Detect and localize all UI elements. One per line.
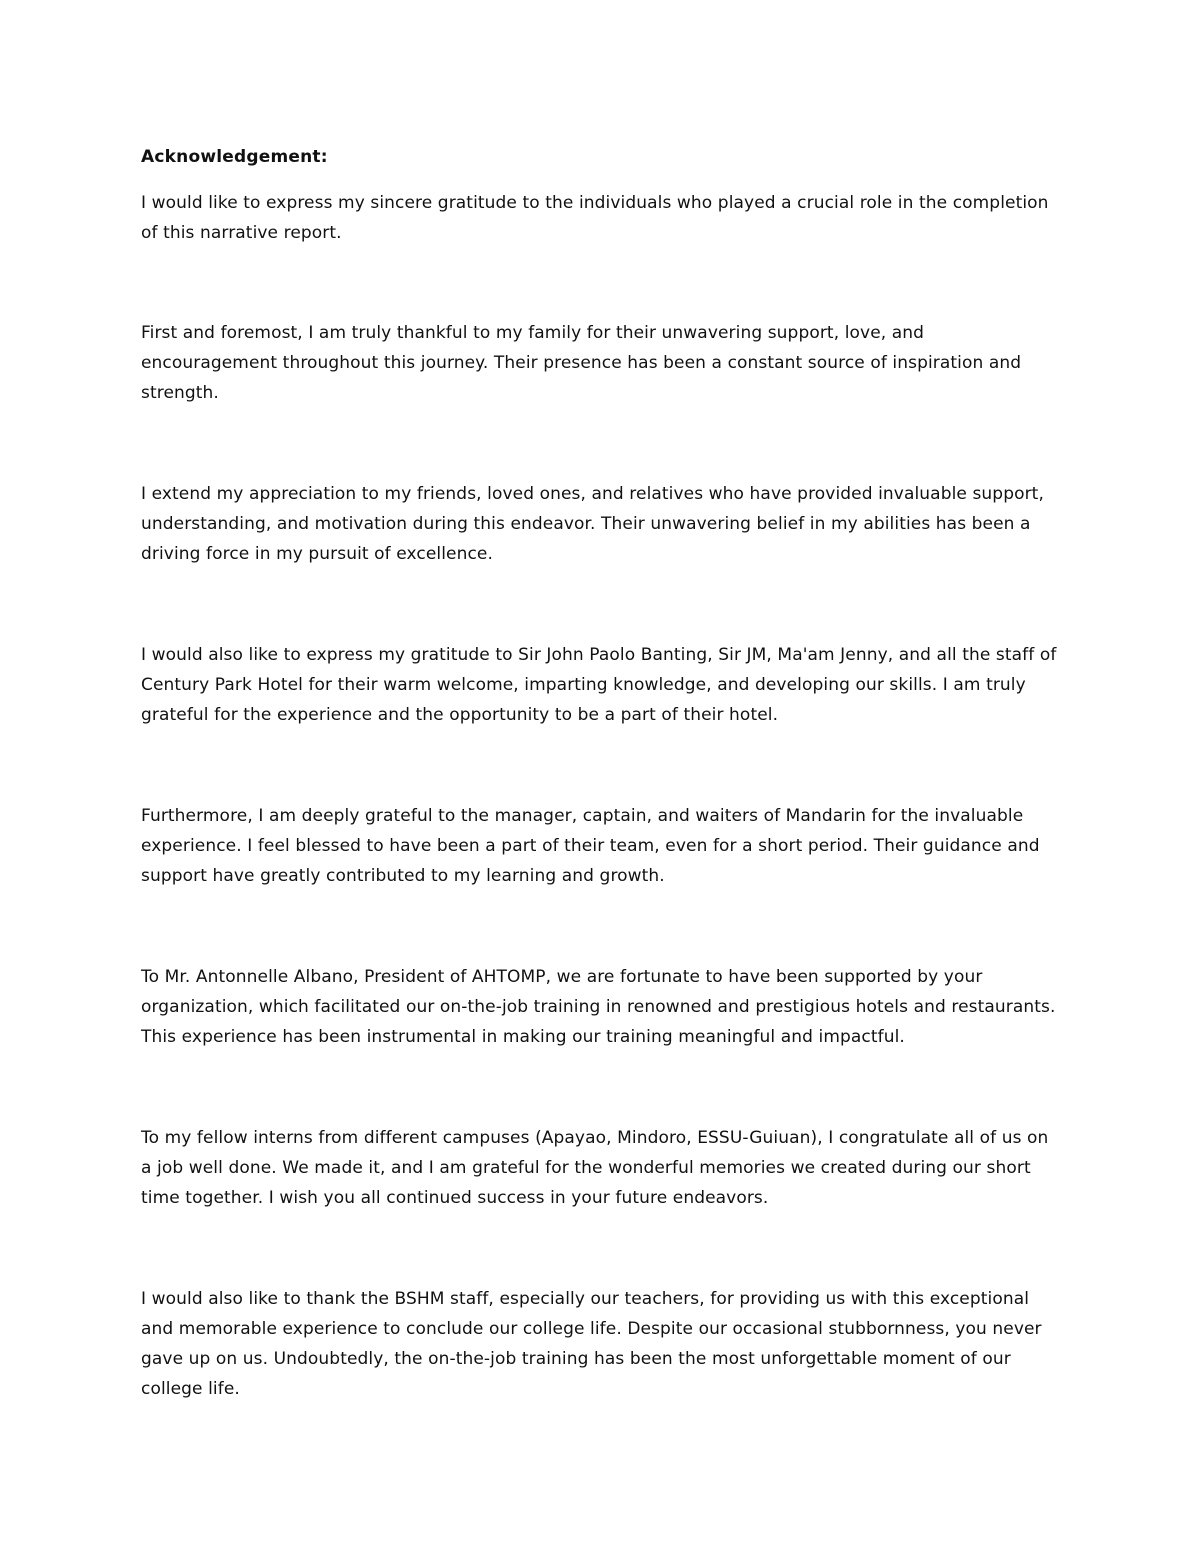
paragraph-century-park-hotel: I would also like to express my gratitude to Sir John Paolo Banting, Sir JM, Ma'am Jenny, and all the staff of Century Park Hotel for their warm welcome, imparting knowledge, and developing our skills. I am truly grateful for the experience and the opportunity to be a part of their hotel. bbox=[141, 645, 1057, 725]
paragraph-mandarin: Furthermore, I am deeply grateful to the manager, captain, and waiters of Mandarin for the invaluable experience. I feel blessed to have been a part of their team, even for a short period. Their guidance and support have greatly contributed to my learning and growth. bbox=[141, 806, 1040, 886]
document-body bbox=[141, 142, 1059, 1404]
paragraph-ahtomp: To Mr. Antonnelle Albano, President of AHTOMP, we are fortunate to have been supported by your organization, which facilitated our on-the-job training in renowned and prestigious hotels and restaurants. This experience has been instrumental in making our training meaningful and impactful. bbox=[141, 967, 1056, 1047]
paragraph-family: First and foremost, I am truly thankful to my family for their unwavering support, love, and encouragement throughout this journey. Their presence has been a constant source of inspiration and strength. bbox=[141, 323, 1022, 403]
paragraph-bshm-staff: I would also like to thank the BSHM staff, especially our teachers, for providing us with this exceptional and memorable experience to conclude our college life. Despite our occasional stubbornness, you never gave up on us. Undoubtedly, the on-the-job training has been the most unforgettable moment of our college life. bbox=[141, 1289, 1042, 1399]
paragraph-friends: I extend my appreciation to my friends, loved ones, and relatives who have provided invaluable support, understanding, and motivation during this endeavor. Their unwavering belief in my abilities has been a driving force in my pursuit of excellence. bbox=[141, 484, 1044, 564]
document-heading: Acknowledgement: bbox=[141, 147, 328, 167]
paragraph-intro: I would like to express my sincere gratitude to the individuals who played a crucial role in the completion of this narrative report. bbox=[141, 193, 1049, 243]
paragraph-fellow-interns: To my fellow interns from different campuses (Apayao, Mindoro, ESSU-Guiuan), I congratulate all of us on a job well done. We made it, and I am grateful for the wonderful memories we created during our short time together. I wish you all continued success in your future endeavors. bbox=[141, 1128, 1049, 1208]
